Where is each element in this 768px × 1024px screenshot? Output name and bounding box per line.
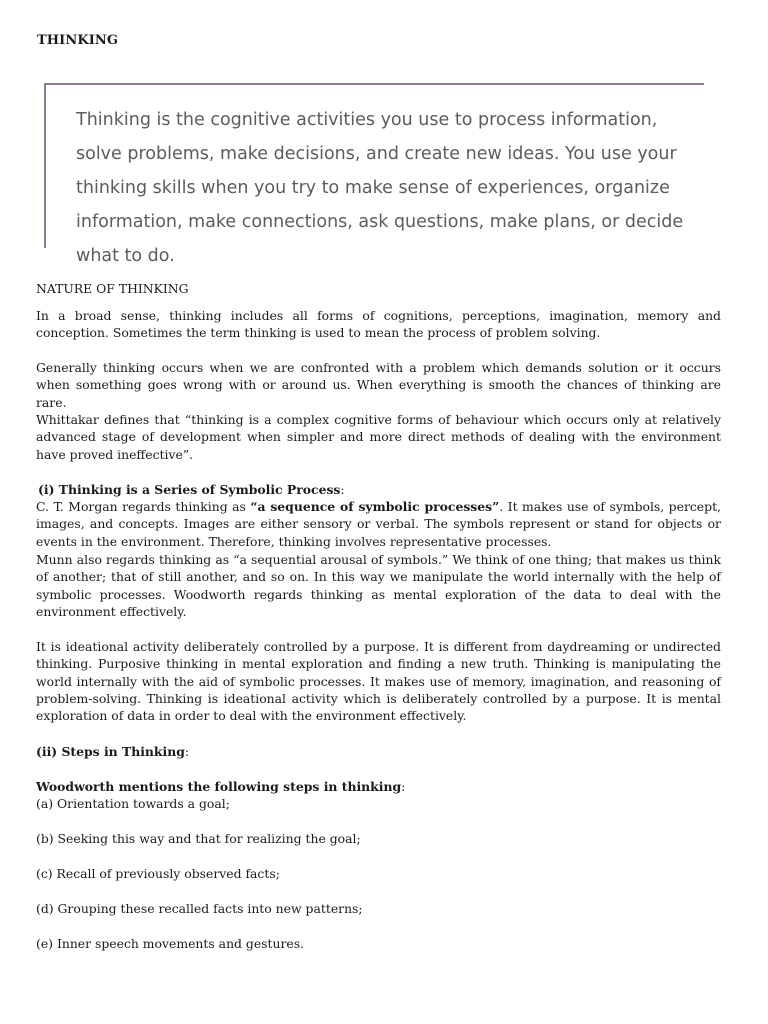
section2-heading-colon: : [184,744,190,759]
paragraph-ideational: It is ideational activity deliberately controlled by a purpose. It is different from daydreaming or undirected thinking. Purposive thinking in mental exploration and finding a new truth. Thinking is manipulating the world internally with the aid of symbolic processes. It makes use of memory, imagination, and reasoning of problem-solving. Thinking is ideational activity which is deliberately controlled by a purpose. It is mental exploration of data in order to deal with the environment effectively. [36,639,721,724]
paragraph-whittakar: Whittakar defines that “thinking is a complex cognitive forms of behaviour which occurs only at relatively advanced stage of development when simpler and more direct methods of dealing with the environment have proved ineffective”. [36,412,721,462]
step-item: (d) Grouping these recalled facts into new patterns; [36,901,363,916]
section1-heading-colon: : [340,482,345,497]
step-item: (c) Recall of previously observed facts; [36,866,280,881]
page-title: THINKING [37,33,119,48]
step-item: (a) Orientation towards a goal; [36,796,230,811]
paragraph-generally: Generally thinking occurs when we are confronted with a problem which demands solution or it occurs when something goes wrong with or around us. When everything is smooth the chances of thinking are rare. [36,360,721,410]
section1-heading [38,481,345,498]
definition-quote-text: Thinking is the cognitive activities you use to process information, solve problems, make decisions, and create new ideas. You use your thinking skills when you try to make sense of experiences, organize information, make connections, ask questions, make plans, or decide what to do. [76,110,684,266]
section2-heading-label: (ii) Steps in Thinking [36,744,185,759]
step-item: (b) Seeking this way and that for realizing the goal; [36,831,361,846]
paragraph-broad-sense: In a broad sense, thinking includes all forms of cognitions, perceptions, imagination, memory and conception. Sometimes the term thinking is used to mean the process of problem solving. [36,308,721,341]
morgan-quote: “a sequence of symbolic processes” [250,499,500,514]
woodworth-steps-heading [36,778,405,795]
paragraph-munn: Munn also regards thinking as “a sequential arousal of symbols.” We think of one thing; that makes us think of another; that of still another, and so on. In this way we manipulate the world internally with the help of symbolic processes. Woodworth regards thinking as mental exploration of the data to deal with the environment effectively. [36,552,721,619]
step-item: (e) Inner speech movements and gestures. [36,936,305,951]
section1-heading-label: (i) Thinking is a Series of Symbolic Process [38,482,341,497]
definition-quote-box [44,83,704,266]
morgan-suffix: . It makes use of symbols, percept, images, and concepts. Images are either sensory or verbal. The symbols represent or stand for objects or events in the environment. Therefore, thinking involves representative processes. [36,499,721,549]
nature-of-thinking-heading: NATURE OF THINKING [36,281,189,296]
morgan-prefix: C. T. Morgan regards thinking as [36,499,251,514]
woodworth-steps-label: Woodworth mentions the following steps in thinking [36,779,402,794]
paragraph-morgan [36,498,721,550]
woodworth-steps-colon: : [401,779,406,794]
section2-heading [36,743,189,760]
